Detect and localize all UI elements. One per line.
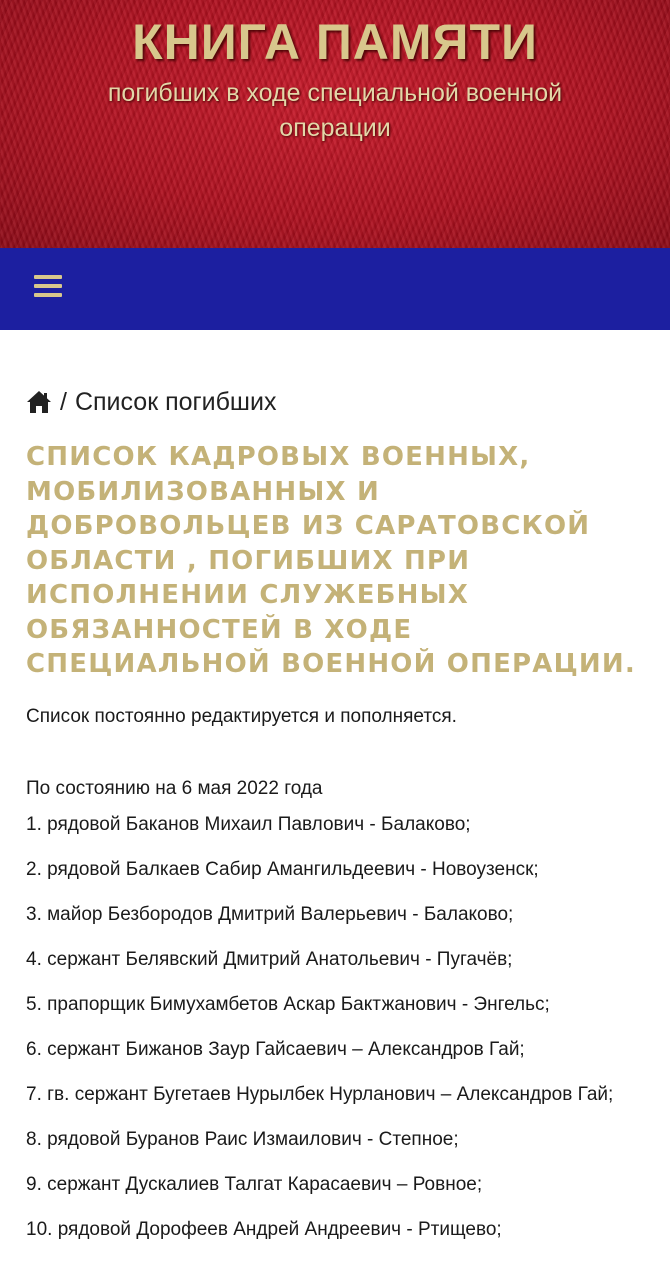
list-item: 3. майор Безбородов Дмитрий Валерьевич - Балаково; bbox=[26, 903, 514, 925]
site-subtitle: погибших в ходе специальной военной операции bbox=[107, 79, 563, 142]
list-item: 8. рядовой Буранов Раис Измаилович - Степное; bbox=[26, 1128, 459, 1150]
list-item: 2. рядовой Балкаев Сабир Амангильдеевич - Новоузенск; bbox=[26, 858, 539, 880]
site-title[interactable]: КНИГА ПАМЯТИ bbox=[132, 14, 538, 70]
list-item: 9. сержант Дускалиев Талгат Карасаевич – Ровное; bbox=[26, 1173, 483, 1195]
list-item: 7. гв. сержант Бугетаев Нурылбек Нурланович – Александров Гай; bbox=[26, 1083, 614, 1105]
page-title: СПИСОК КАДРОВЫХ ВОЕННЫХ, МОБИЛИЗОВАННЫХ И ДОБРОВОЛЬЦЕВ ИЗ САРАТОВСКОЙ ОБЛАСТИ , ПОГИБШИХ ПРИ ИСПОЛНЕНИИ СЛУЖЕБНЫХ ОБЯЗАННОСТЕЙ В ХОДЕ СПЕЦИАЛЬНОЙ ВОЕННОЙ ОПЕРАЦИИ. bbox=[26, 442, 636, 679]
main-content bbox=[0, 330, 670, 1243]
menu-bar bbox=[34, 293, 62, 297]
menu-bar bbox=[34, 275, 62, 279]
list-item: 1. рядовой Баканов Михаил Павлович - Балаково; bbox=[26, 813, 471, 835]
casualty-list bbox=[26, 812, 644, 1243]
menu-bar bbox=[34, 284, 62, 288]
navbar bbox=[0, 248, 670, 330]
home-icon[interactable] bbox=[26, 390, 52, 414]
list-item: 4. сержант Белявский Дмитрий Анатольевич - Пугачёв; bbox=[26, 948, 513, 970]
site-header bbox=[0, 0, 670, 248]
breadcrumb-separator: / bbox=[60, 388, 67, 416]
list-item: 5. прапорщик Бимухамбетов Аскар Бактжанович - Энгельс; bbox=[26, 993, 550, 1015]
breadcrumb-current: Список погибших bbox=[74, 388, 277, 416]
intro-text: Список постоянно редактируется и пополняется. bbox=[26, 705, 457, 727]
date-line: По состоянию на 6 мая 2022 года bbox=[26, 777, 323, 799]
list-item: 6. сержант Бижанов Заур Гайсаевич – Александров Гай; bbox=[26, 1038, 525, 1060]
breadcrumb bbox=[26, 386, 644, 418]
list-item: 10. рядовой Дорофеев Андрей Андреевич - Ртищево; bbox=[26, 1218, 502, 1240]
hamburger-menu-icon[interactable] bbox=[34, 275, 62, 299]
